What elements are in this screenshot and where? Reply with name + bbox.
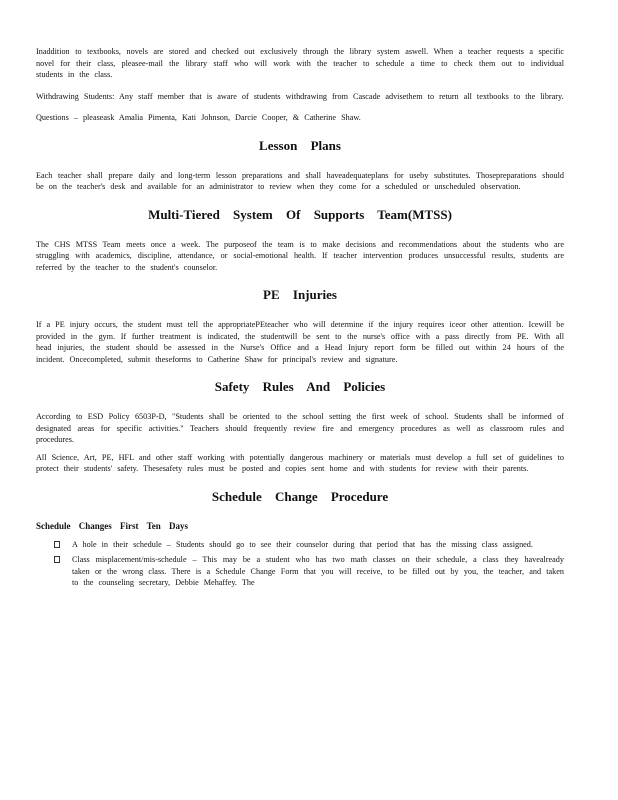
safety-paragraph-1: According to ESD Policy 6503P-D, "Students shall be oriented to the school setting the first week of school. Students shall be informed of designated areas for specific activities." Teachers should frequently review fire and emergency procedures as well as classroom rules and procedures. (36, 412, 564, 444)
list-item (36, 554, 564, 589)
textbooks-paragraph: Inaddition to textbooks, novels are stored and checked out exclusively through the library system aswell. When a teacher requests a specific novel for their class, pleasee-mail the library staff who will work with the teacher to schedule a time to check them out to individual students in the class. (36, 47, 564, 79)
withdrawing-paragraph: Withdrawing Students: Any staff member that is aware of students withdrawing from Cascade advisethem to return all textbooks to the library. (36, 91, 564, 101)
lesson-plans-heading: Lesson Plans (259, 137, 341, 153)
document-page (36, 46, 564, 593)
list-item (36, 539, 564, 551)
list-item-text: Class misplacement/mis-schedule – This may be a student who has two math classes on their schedule, a class they havealready taken or the wrong class. There is a Schedule Change Form that you will receive, to be filled out by you, the teacher, and taken to the counseling secretary, Debbie Mehaffey. The (72, 555, 564, 587)
schedule-change-heading: Schedule Change Procedure (211, 488, 389, 504)
mtss-paragraph: The CHS MTSS Team meets once a week. The purposeof the team is to make decisions and recommendations about the students who are struggling with academics, discipline, attendance, or social-emotional health. If teacher intervention produces unsuccessful results, students are referred by the teacher to the student's counselor. (36, 239, 564, 272)
lesson-plans-paragraph: Each teacher shall prepare daily and long-term lesson preparations and shall haveadequateplans for useby substitutes. Thosepreparations should be on the teacher's desk and available for an administrator to review when they come for a scheduled or unscheduled observation. (36, 170, 564, 191)
mtss-heading: Multi-Tiered System Of Supports Team(MTSS) (148, 206, 452, 222)
list-item-text: A hole in their schedule – Students should go to see their counselor during that period that has the missing class assigned. (72, 539, 533, 549)
pe-injuries-paragraph: If a PE injury occurs, the student must tell the appropriatePEteacher who will determine if the injury requires iceor other attention. Icewill be provided in the gym. If further treatment is indicated, the studentwill be sent to the nurse's office with a pass directly from PE. With all head injuries, the student should be assessed in the Nurse's Office and a Head Injury report form be filled out within 24 hours of the incident. Oncecompleted, submit theseforms to Catherine Shaw for principal's review and signature. (36, 320, 564, 364)
bullet-box-icon (54, 541, 60, 548)
safety-paragraph-2: All Science, Art, PE, HFL and other staff working with potentially dangerous machinery or materials must develop a full set of guidelines to protect their students' safety. Thesesafety rules must be posted and copies sent home and with students for review with their parents. (36, 452, 564, 473)
safety-heading: Safety Rules And Policies (214, 379, 386, 394)
pe-injuries-heading: PE Injuries (263, 287, 337, 302)
questions-paragraph: Questions – pleaseask Amalia Pimenta, Kati Johnson, Darcie Cooper, & Catherine Shaw. (36, 113, 361, 122)
bullet-box-icon (54, 556, 60, 563)
schedule-changes-subheading: Schedule Changes First Ten Days (36, 520, 189, 531)
schedule-change-list (36, 539, 564, 589)
